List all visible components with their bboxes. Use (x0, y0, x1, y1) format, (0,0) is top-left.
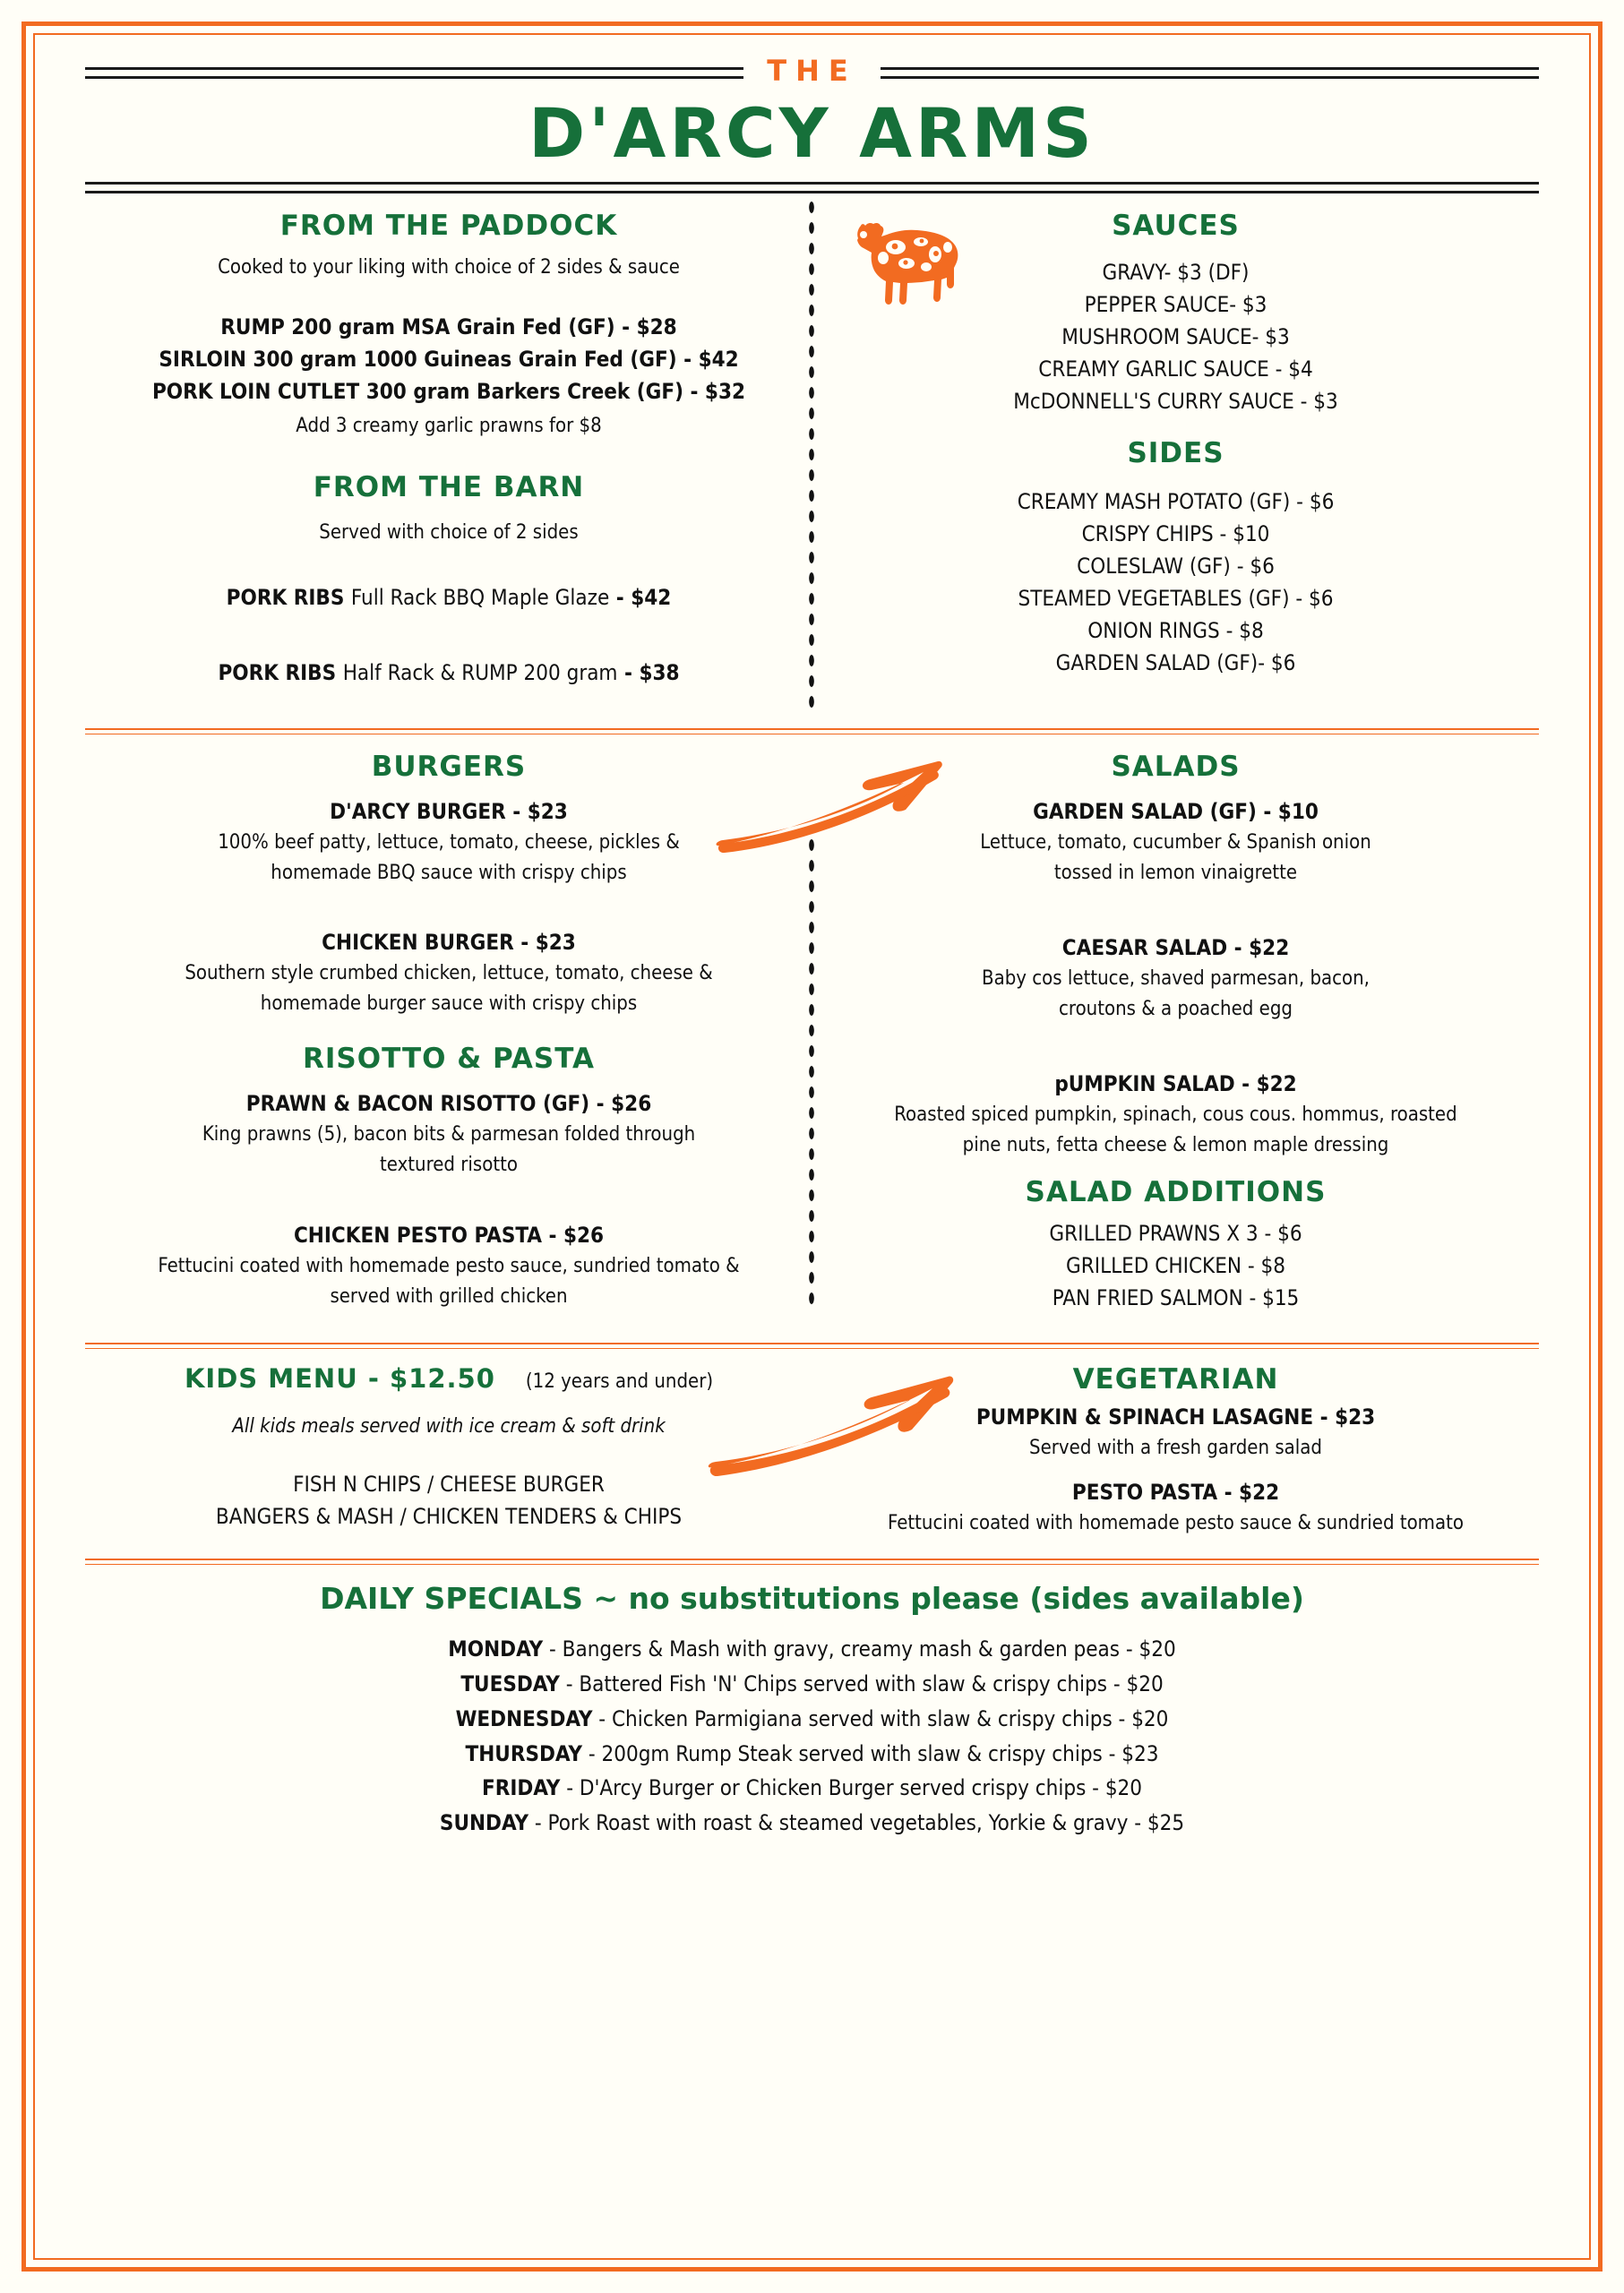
special-row (85, 1737, 1539, 1772)
side-item: CRISPY CHIPS - $10 (1081, 521, 1270, 546)
side-item: GARDEN SALAD (GF)- $6 (1055, 650, 1296, 675)
section-heading-vegetarian: VEGETARIAN (1072, 1362, 1279, 1396)
burger-item-desc: 100% beef patty, lettuce, tomato, cheese, pickles & (218, 831, 680, 854)
special-day: THURSDAY (465, 1740, 582, 1766)
sauce-item: PEPPER SAUCE- $3 (1084, 292, 1267, 317)
salad-item-desc: tossed in lemon vinaigrette (1053, 862, 1298, 885)
special-desc: - 200gm Rump Steak served with slaw & crispy chips - $23 (581, 1740, 1159, 1766)
section-heading-daily-specials: DAILY SPECIALS ~ no substitutions please (sides available) (320, 1580, 1304, 1616)
salad-item-name: pUMPKIN SALAD - $22 (1054, 1071, 1297, 1097)
paddock-item: SIRLOIN 300 gram 1000 Guineas Grain Fed (GF) - $42 (159, 347, 739, 372)
special-day: FRIDAY (481, 1775, 561, 1801)
column-paddock-barn (85, 210, 812, 712)
risotto-item-desc: King prawns (5), bacon bits & parmesan folded through (202, 1123, 696, 1146)
cow-icon (842, 208, 963, 306)
special-row (85, 1806, 1539, 1841)
section-daily-specials (85, 1565, 1539, 1841)
special-row (85, 1632, 1539, 1667)
arrow-decoration-icon (703, 1374, 963, 1481)
burger-item-name: CHICKEN BURGER - $23 (322, 930, 576, 956)
column-divider-dots (807, 197, 816, 712)
side-item: STEAMED VEGETABLES (GF) - $6 (1018, 586, 1334, 611)
burger-item-name: D'ARCY BURGER - $23 (330, 799, 568, 824)
special-desc: - D'Arcy Burger or Chicken Burger served crispy chips - $20 (560, 1775, 1143, 1801)
salad-addition-item: PAN FRIED SALMON - $15 (1052, 1284, 1300, 1310)
menu-content (85, 49, 1539, 1841)
section-heading-sauces: SAUCES (1112, 210, 1240, 242)
vegetarian-item-name: PUMPKIN & SPINACH LASAGNE - $23 (975, 1404, 1376, 1430)
header-rule-left (85, 67, 743, 79)
barn-note: Served with choice of 2 sides (319, 521, 579, 544)
risotto-item-name: PRAWN & BACON RISOTTO (GF) - $26 (245, 1091, 652, 1117)
vegetarian-item-desc: Served with a fresh garden salad (1029, 1436, 1322, 1459)
paddock-addon: Add 3 creamy garlic prawns for $8 (296, 415, 602, 437)
risotto-item-desc: served with grilled chicken (330, 1284, 568, 1308)
side-item: COLESLAW (GF) - $6 (1077, 554, 1275, 579)
menu-header (85, 49, 1539, 197)
sauce-item: CREAMY GARLIC SAUCE - $4 (1038, 356, 1313, 382)
section-heading-salads: SALADS (1111, 751, 1241, 783)
special-desc: - Battered Fish 'N' Chips served with slaw & crispy chips - $20 (559, 1670, 1164, 1696)
salad-item-desc: croutons & a poached egg (1059, 998, 1293, 1021)
band-kids-vegetarian (85, 1349, 1539, 1539)
kids-age-note: (12 years and under) (525, 1370, 714, 1393)
kids-note: All kids meals served with ice cream & soft drink (232, 1414, 666, 1438)
sauce-item: MUSHROOM SAUCE- $3 (1061, 324, 1290, 349)
side-item: CREAMY MASH POTATO (GF) - $6 (1017, 489, 1335, 514)
barn-item-price: - $42 (615, 585, 672, 610)
section-heading-burgers: BURGERS (371, 751, 527, 783)
barn-item-price: - $38 (623, 660, 680, 685)
sauce-item: McDONNELL'S CURRY SAUCE - $3 (1013, 389, 1338, 414)
band-burgers-salads (85, 734, 1539, 1328)
special-desc: - Chicken Parmigiana served with slaw & crispy chips - $20 (592, 1705, 1169, 1731)
special-day: MONDAY (448, 1636, 544, 1662)
paddock-item: PORK LOIN CUTLET 300 gram Barkers Creek (GF) - $32 (151, 379, 745, 404)
risotto-item-name: CHICKEN PESTO PASTA - $26 (293, 1222, 605, 1248)
special-row (85, 1771, 1539, 1806)
header-rule-right (881, 67, 1539, 79)
kids-item-row: BANGERS & MASH / CHICKEN TENDERS & CHIPS (215, 1503, 683, 1529)
barn-item-name: PORK RIBS (226, 585, 345, 610)
salad-addition-item: GRILLED PRAWNS X 3 - $6 (1049, 1220, 1302, 1246)
section-heading-risotto: RISOTTO & PASTA (303, 1043, 595, 1076)
kids-item-row: FISH N CHIPS / CHEESE BURGER (293, 1471, 605, 1497)
section-divider (85, 1343, 1539, 1349)
band-mains (85, 197, 1539, 712)
section-heading-sides: SIDES (1127, 437, 1224, 469)
special-row (85, 1667, 1539, 1702)
burger-item-desc: homemade burger sauce with crispy chips (260, 992, 638, 1016)
vegetarian-item-name: PESTO PASTA - $22 (1071, 1479, 1280, 1505)
risotto-item-desc: textured risotto (380, 1154, 518, 1177)
side-item: ONION RINGS - $8 (1087, 618, 1264, 643)
salad-item-desc: Baby cos lettuce, shaved parmesan, bacon, (982, 967, 1370, 991)
section-divider (85, 728, 1539, 734)
salad-item-desc: Roasted spiced pumpkin, spinach, cous cous. hommus, roasted (894, 1104, 1457, 1127)
paddock-note: Cooked to your liking with choice of 2 sides & sauce (218, 256, 680, 279)
section-heading-barn: FROM THE BARN (313, 471, 585, 503)
paddock-item: RUMP 200 gram MSA Grain Fed (GF) - $28 (220, 314, 677, 339)
page-title: D'ARCY ARMS (528, 93, 1096, 173)
salad-item-name: CAESAR SALAD - $22 (1061, 935, 1290, 961)
salad-item-desc: Lettuce, tomato, cucumber & Spanish onion (980, 831, 1371, 854)
section-heading-salad-additions: SALAD ADDITIONS (1025, 1175, 1327, 1208)
section-divider (85, 1559, 1539, 1565)
salad-item-desc: pine nuts, fetta cheese & lemon maple dressing (962, 1134, 1389, 1157)
burger-item-desc: homemade BBQ sauce with crispy chips (271, 862, 627, 885)
vegetarian-item-desc: Fettucini coated with homemade pesto sauce & sundried tomato (888, 1511, 1464, 1534)
header-bottom-rule (85, 182, 1539, 193)
barn-item-desc: Half Rack & RUMP 200 gram (342, 660, 618, 685)
pre-title-row (85, 49, 1539, 96)
arrow-decoration-icon (712, 760, 954, 858)
burger-item-desc: Southern style crumbed chicken, lettuce, tomato, cheese & (185, 962, 713, 985)
column-burgers-risotto (85, 751, 812, 1328)
special-day: SUNDAY (439, 1810, 529, 1836)
column-divider-dots (807, 835, 816, 1307)
special-day: TUESDAY (460, 1670, 560, 1696)
salad-item-name: GARDEN SALAD (GF) - $10 (1033, 799, 1319, 824)
kids-heading-row (98, 1363, 800, 1394)
special-desc: - Bangers & Mash with gravy, creamy mash & garden peas - $20 (543, 1636, 1176, 1662)
section-heading-paddock: FROM THE PADDOCK (279, 210, 618, 242)
special-day: WEDNESDAY (455, 1705, 593, 1731)
barn-item-desc: Full Rack BBQ Maple Glaze (350, 585, 610, 610)
sauce-item: GRAVY- $3 (DF) (1102, 260, 1250, 285)
salad-addition-item: GRILLED CHICKEN - $8 (1066, 1252, 1285, 1278)
barn-item (98, 657, 800, 689)
section-heading-kids: KIDS MENU - $12.50 (184, 1362, 495, 1394)
special-row (85, 1702, 1539, 1737)
pre-title: THE (767, 54, 857, 88)
barn-item-name: PORK RIBS (218, 660, 337, 685)
risotto-item-desc: Fettucini coated with homemade pesto sauce, sundried tomato & (158, 1254, 740, 1277)
barn-item (98, 581, 800, 614)
special-desc: - Pork Roast with roast & steamed vegetables, Yorkie & gravy - $25 (528, 1810, 1185, 1836)
